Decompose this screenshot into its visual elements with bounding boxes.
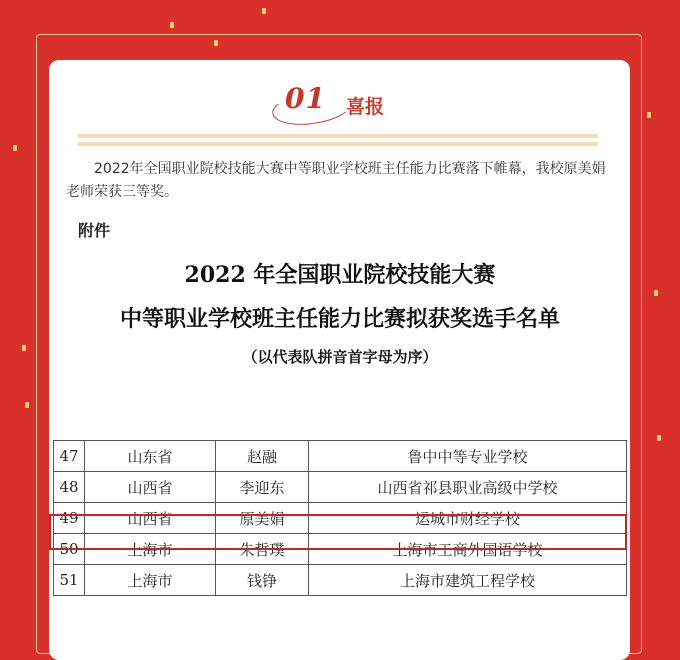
section-number: 01 [285, 82, 326, 115]
table-row [54, 441, 627, 472]
document-subtitle: （以代表队拼音首字母为序） [242, 348, 438, 366]
row-name: 钱铮 [216, 565, 309, 596]
confetti-sparkle [25, 402, 29, 408]
table-row [54, 503, 627, 534]
row-name: 原美娟 [216, 503, 309, 534]
row-name: 赵融 [216, 441, 309, 472]
divider-stripe [78, 134, 598, 138]
table-row [54, 565, 627, 596]
table-row [54, 534, 627, 565]
document-title-line1: 2022 年全国职业院校技能大赛 [184, 262, 496, 288]
winners-table [53, 440, 627, 596]
confetti-sparkle [170, 22, 174, 28]
row-school: 运城市财经学校 [309, 503, 627, 534]
confetti-sparkle [262, 8, 266, 14]
confetti-sparkle [647, 112, 651, 118]
row-province: 山西省 [85, 472, 216, 503]
confetti-sparkle [214, 40, 218, 46]
announcement-text: 2022年全国职业院校技能大赛中等职业学校班主任能力比赛落下帷幕，我校原美娟老师荣获三等奖。 [66, 161, 606, 200]
row-number: 50 [54, 534, 85, 565]
row-school: 鲁中中等专业学校 [309, 441, 627, 472]
confetti-sparkle [657, 435, 661, 441]
section-heading: 喜报 [346, 96, 385, 118]
row-number: 48 [54, 472, 85, 503]
document-title-line2: 中等职业学校班主任能力比赛拟获奖选手名单 [119, 306, 560, 332]
row-number: 51 [54, 565, 85, 596]
row-province: 上海市 [85, 565, 216, 596]
row-number: 49 [54, 503, 85, 534]
row-school: 上海市工商外国语学校 [309, 534, 627, 565]
row-province: 上海市 [85, 534, 216, 565]
row-province: 山西省 [85, 503, 216, 534]
row-school: 山西省祁县职业高级中学校 [309, 472, 627, 503]
table-row [54, 472, 627, 503]
row-province: 山东省 [85, 441, 216, 472]
attachment-label: 附件 [78, 221, 111, 240]
row-name: 朱哲璞 [216, 534, 309, 565]
confetti-sparkle [13, 145, 17, 151]
row-school: 上海市建筑工程学校 [309, 565, 627, 596]
row-number: 47 [54, 441, 85, 472]
confetti-sparkle [654, 290, 658, 296]
divider-stripe [78, 142, 598, 146]
row-name: 李迎东 [216, 472, 309, 503]
